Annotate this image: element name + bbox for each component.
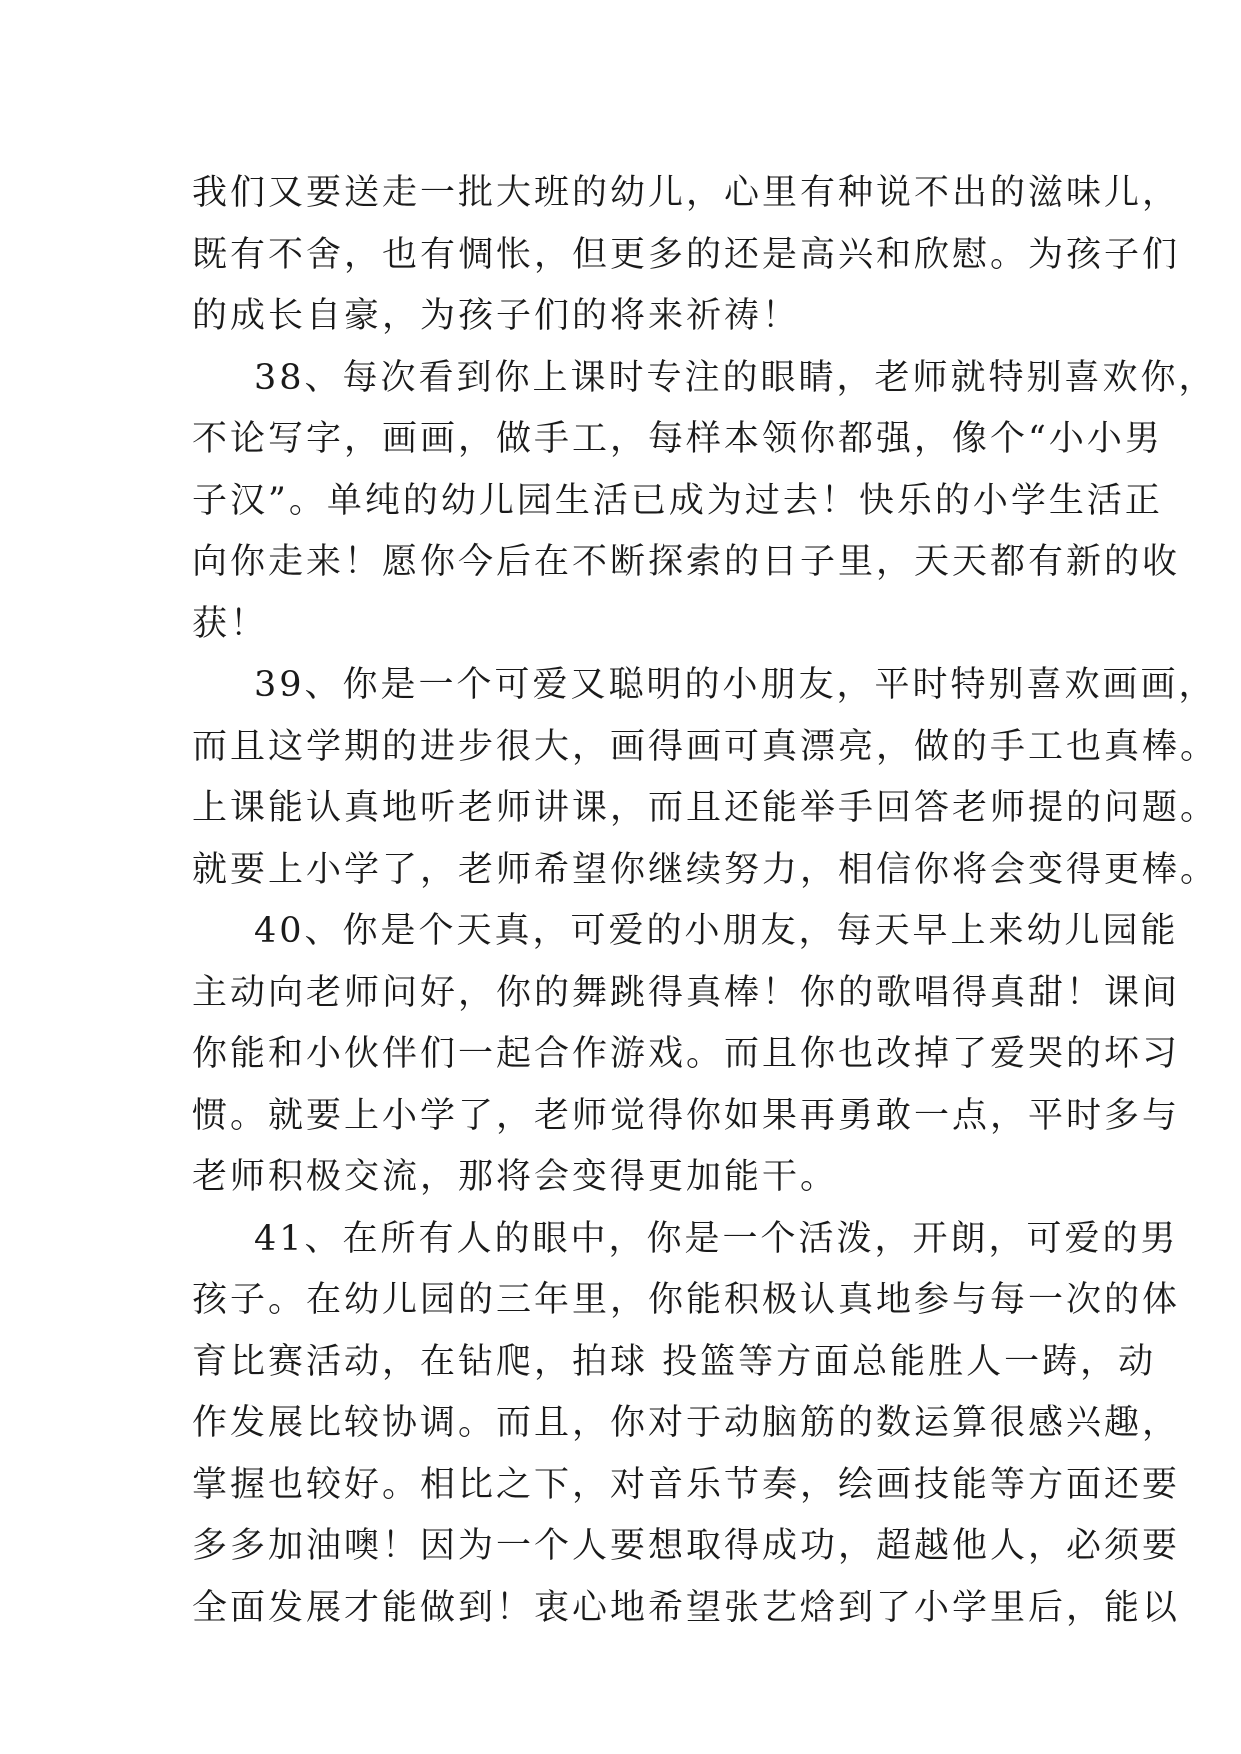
text-line: 获！ xyxy=(192,603,269,644)
text-line: 全面发展才能做到！衷心地希望张艺焓到了小学里后，能以 xyxy=(192,1587,1181,1628)
text-line: 我们又要送走一批大班的幼儿，心里有种说不出的滋味儿， xyxy=(192,173,1181,213)
text-line: 就要上小学了，老师希望你继续努力，相信你将会变得更棒。 xyxy=(192,849,1219,890)
text-line: 作发展比较协调。而且，你对于动脑筋的数运算很感兴趣， xyxy=(192,1403,1181,1443)
text-line: 38、每次看到你上课时专注的眼睛，老师就特别喜欢你， xyxy=(254,357,1217,398)
text-line: 41、在所有人的眼中，你是一个活泼，开朗，可爱的男 xyxy=(254,1218,1179,1259)
paragraph-40 xyxy=(192,901,1181,1209)
paragraph-41 xyxy=(192,1209,1181,1640)
text-line: 向你走来！愿你今后在不断探索的日子里，天天都有新的收 xyxy=(192,542,1181,582)
text-line: 惯。就要上小学了，老师觉得你如果再勇敢一点，平时多与 xyxy=(192,1095,1181,1136)
text-line: 育比赛活动，在钻爬，拍球 投篮等方面总能胜人一踌，动 xyxy=(192,1341,1157,1382)
text-line: 而且这学期的进步很大，画得画可真漂亮，做的手工也真棒。 xyxy=(192,726,1219,767)
text-line: 的成长自豪，为孩子们的将来祈祷！ xyxy=(192,296,801,336)
text-line: 40、你是个天真，可爱的小朋友，每天早上来幼儿园能 xyxy=(254,911,1179,951)
text-line: 多多加油噢！因为一个人要想取得成功，超越他人，必须要 xyxy=(192,1526,1181,1566)
text-line: 子汉”。单纯的幼儿园生活已成为过去！快乐的小学生活正 xyxy=(192,480,1163,521)
text-line: 上课能认真地听老师讲课，而且还能举手回答老师提的问题。 xyxy=(192,788,1219,828)
text-line: 不论写字，画画，做手工，每样本领你都强，像个“小小男 xyxy=(192,419,1163,459)
text-line: 主动向老师问好，你的舞跳得真棒！你的歌唱得真甜！课间 xyxy=(192,972,1181,1013)
paragraph-38 xyxy=(192,348,1217,656)
text-line: 39、你是一个可爱又聪明的小朋友，平时特别喜欢画画， xyxy=(254,665,1217,705)
text-line: 老师积极交流，那将会变得更加能干。 xyxy=(192,1157,839,1197)
document-body xyxy=(192,163,1219,1639)
text-line: 既有不舍，也有惆怅，但更多的还是高兴和欣慰。为孩子们 xyxy=(192,234,1181,275)
paragraph-39 xyxy=(192,655,1219,901)
text-line: 掌握也较好。相比之下，对音乐节奏，绘画技能等方面还要 xyxy=(192,1464,1181,1505)
text-line: 你能和小伙伴们一起合作游戏。而且你也改掉了爱哭的坏习 xyxy=(192,1034,1181,1074)
text-line: 孩子。在幼儿园的三年里，你能积极认真地参与每一次的体 xyxy=(192,1280,1181,1320)
paragraph-37-continued xyxy=(192,163,1181,348)
